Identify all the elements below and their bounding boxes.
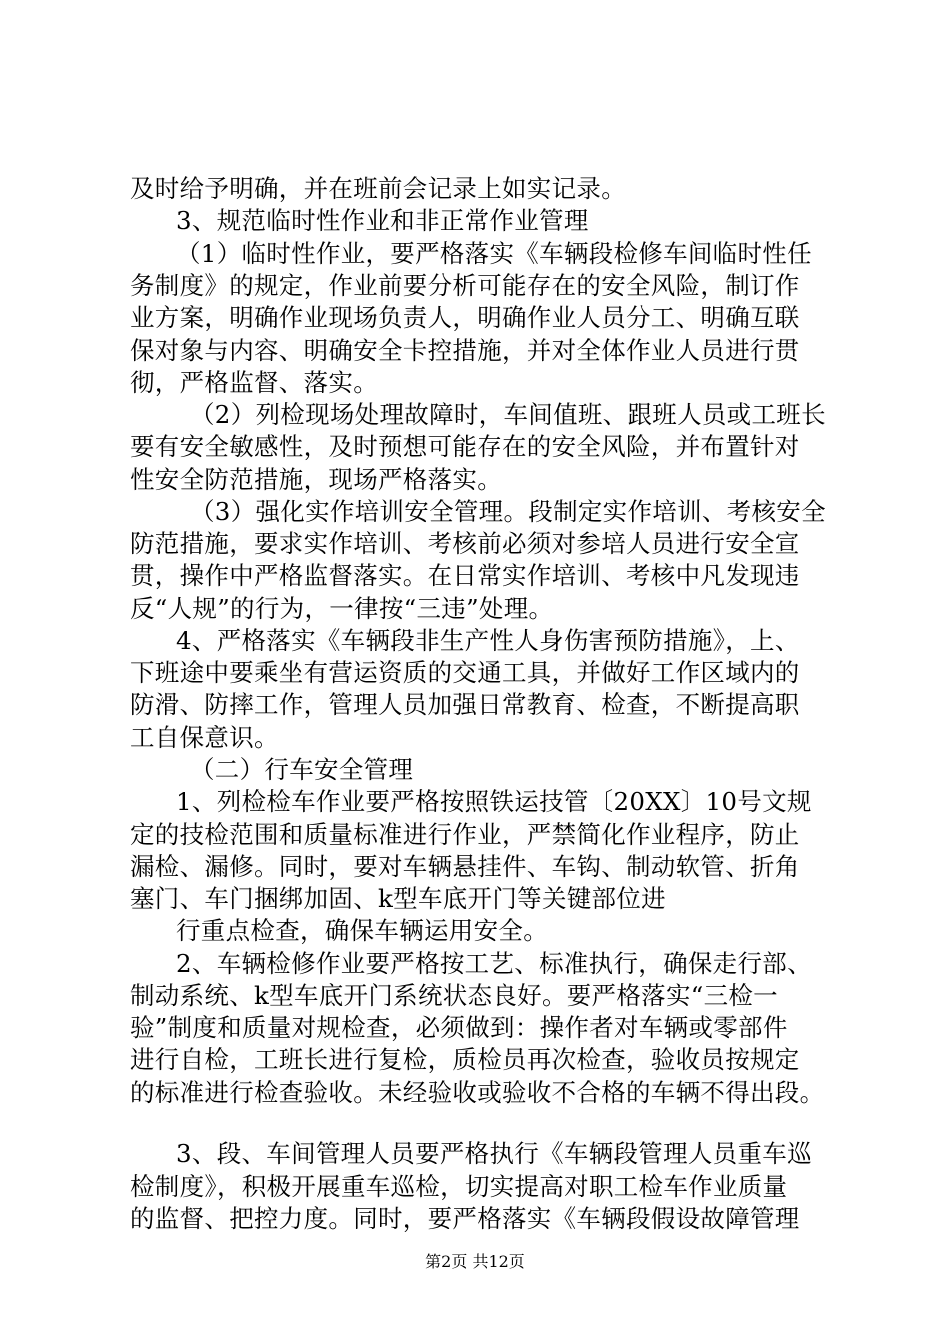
text-line: 工自保意识。	[130, 723, 279, 752]
text-line: 务制度》的规定，作业前要分析可能存在的安全风险，制订作	[130, 271, 800, 300]
text-line: 2、车辆检修作业要严格按工艺、标准执行，确保走行部、	[176, 949, 812, 978]
text-line: 检制度》，积极开展重车巡检，切实提高对职工检车作业质量	[130, 1172, 788, 1201]
text-line: 要有安全敏感性，及时预想可能存在的安全风险，并布置针对	[130, 432, 800, 461]
text-line: 塞门、车门捆绑加固、k型车底开门等关键部位进	[130, 884, 666, 913]
text-line: 及时给予明确，并在班前会记录上如实记录。	[130, 174, 626, 203]
text-line: 保对象与内容、明确安全卡控措施，并对全体作业人员进行贯	[130, 336, 800, 365]
text-line: （2）列检现场处理故障时，车间值班、跟班人员或工班长	[190, 400, 826, 429]
text-line: （1）临时性作业，要严格落实《车辆段检修车间临时性任	[176, 239, 812, 268]
text-line: 制动系统、k型车底开门系统状态良好。要严格落实“三检一	[130, 981, 778, 1010]
text-line: 彻，严格监督、落实。	[130, 368, 378, 397]
text-line: 的标准进行检查验收。未经验收或验收不合格的车辆不得出段。	[130, 1078, 825, 1107]
text-line: 的监督、把控力度。同时，要严格落实《车辆段假设故障管理	[130, 1204, 800, 1233]
text-line: 进行自检，工班长进行复检，质检员再次检查，验收员按规定	[130, 1045, 800, 1074]
text-line: 防范措施，要求实作培训、考核前必须对参培人员进行安全宣	[130, 529, 800, 558]
text-line: 业方案，明确作业现场负责人，明确作业人员分工、明确互联	[130, 303, 800, 332]
text-line: 反“人规”的行为，一律按“三违”处理。	[130, 594, 554, 623]
text-line: 性安全防范措施，现场严格落实。	[130, 465, 502, 494]
text-line: （3）强化实作培训安全管理。段制定实作培训、考核安全	[190, 497, 826, 526]
page-footer: 第2页 共12页	[425, 1252, 525, 1271]
section-heading: （二）行车安全管理	[190, 755, 414, 784]
text-line: 定的技检范围和质量标准进行作业，严禁简化作业程序，防止	[130, 820, 800, 849]
text-line: 验”制度和质量对规检查，必须做到：操作者对车辆或零部件	[130, 1013, 788, 1042]
text-line: 防滑、防摔工作，管理人员加强日常教育、检查，不断提高职	[130, 690, 800, 719]
text-line: 贯，操作中严格监督落实。在日常实作培训、考核中凡发现违	[130, 561, 800, 590]
section-heading: 3、规范临时性作业和非正常作业管理	[176, 206, 589, 235]
text-line: 1、列检检车作业要严格按照铁运技管〔20XX〕10号文规	[176, 787, 812, 816]
text-line: 3、段、车间管理人员要严格执行《车辆段管理人员重车巡	[176, 1139, 812, 1168]
text-line: 行重点检查，确保车辆运用安全。	[176, 916, 548, 945]
text-line: 漏检、漏修。同时，要对车辆悬挂件、车钩、制动软管、折角	[130, 852, 800, 881]
text-line: 4、严格落实《车辆段非生产性人身伤害预防措施》，上、	[176, 626, 800, 655]
text-line: 下班途中要乘坐有营运资质的交通工具，并做好工作区域内的	[130, 658, 800, 687]
